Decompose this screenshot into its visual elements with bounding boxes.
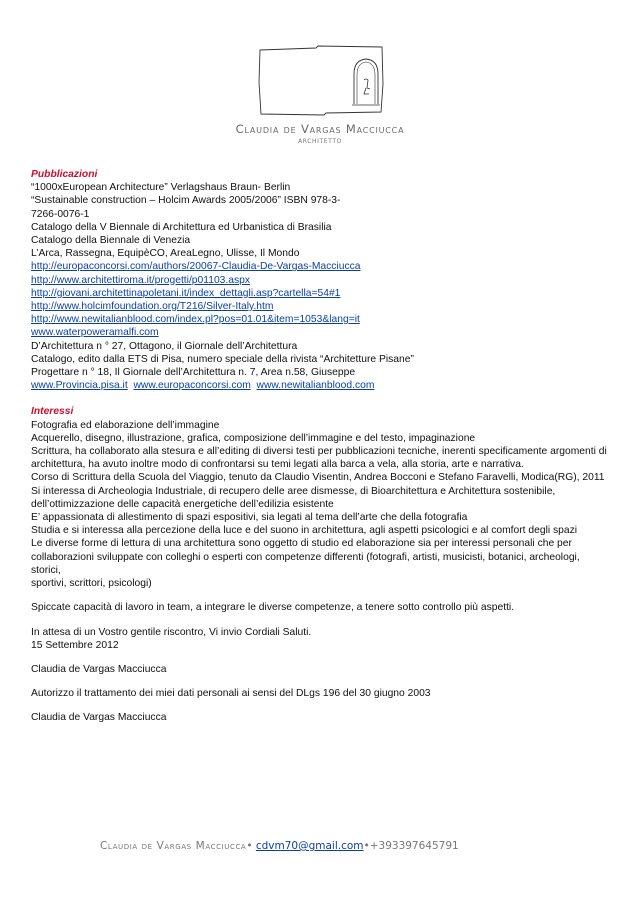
interest-line: sportivi, scrittori, psicologi) (31, 578, 152, 590)
link-architettiroma[interactable]: http://www.architettiroma.it/progetti/p01103.aspx (31, 274, 251, 286)
team-statement: Spiccate capacità di lavoro in team, a integrare le diverse competenze, a tenere sotto controllo più aspetti. (31, 602, 515, 614)
footer-email-link[interactable]: cdvm70@gmail.com (255, 840, 364, 852)
signature-name: Claudia de Vargas Macciucca (31, 663, 167, 675)
publication-line: Catalogo della Biennale di Venezia (31, 235, 191, 247)
interest-line: dell’ottimizzazione delle capacità energetiche dell’edilizia esistente (31, 498, 334, 510)
section-title-interessi: Interessi (31, 406, 74, 418)
publication-line: Catalogo, edito dalla ETS di Pisa, numero speciale della rivista “Architetture Pisane” (31, 353, 414, 365)
link-holcimfoundation[interactable]: http://www.holcimfoundation.org/T216/Silver-Italy.htm (31, 301, 274, 313)
publication-line: D’Architettura n ° 27, Ottagono, il Giornale dell’Architettura (31, 340, 298, 352)
publication-line: Catalogo della V Biennale di Architettura ed Urbanistica di Brasilia (31, 221, 332, 233)
section-title-pubblicazioni: Pubblicazioni (31, 169, 98, 180)
letterhead-name: Claudia de Vargas Macciucca (235, 122, 405, 136)
footer-separator: • (363, 840, 370, 852)
closing-greeting: In attesa di un Vostro gentile riscontro, Vi invio Cordiali Saluti. (31, 626, 312, 638)
publication-line: “Sustainable construction – Holcim Awards 2005/2006” ISBN 978-3- (31, 195, 341, 207)
publication-line: “1000xEuropean Architecture” Verlagshaus Braun- Berlin (31, 182, 291, 194)
interest-line: Si interessa di Archeologia Industriale, di recupero delle aree dismesse, di Bioarchitettura e Architettura sostenibile, (31, 485, 556, 497)
publication-line: 7266-0076-1 (31, 208, 90, 220)
letter-date: 15 Settembre 2012 (31, 639, 119, 651)
interest-line: Scrittura, ha collaborato alla stesura e all’editing di diversi testi per pubblicazioni tecniche, inerenti specificamente argomenti di (31, 446, 607, 458)
link-europaconcorsi-author[interactable]: http://europaconcorsi.com/authors/20067-Claudia-De-Vargas-Macciucca (31, 261, 361, 273)
architect-logo-sketch (256, 44, 386, 116)
link-newitalianblood[interactable]: www.newitalianblood.com (256, 380, 375, 392)
letter-body (31, 168, 611, 725)
footer-separator: • (246, 840, 256, 852)
interest-line: architettura, ha avuto inoltre modo di confrontarsi su temi legati alla barca a vela, alla storia, arte e narrativa. (31, 459, 524, 471)
interest-line: Studia e si interessa alla percezione della luce e del suono in architettura, agli aspetti psicologici e al comfort degli spazi (31, 525, 578, 537)
interest-line: Corso di Scrittura della Scuola del Viaggio, tenuto da Claudio Visentin, Andrea Bocconi e Stefano Faravelli, Modica(RG), 2011 (31, 472, 605, 484)
footer-name: Claudia de Vargas Macciucca (100, 840, 247, 852)
privacy-consent: Autorizzo il trattamento dei miei dati personali ai sensi del DLgs 196 del 30 giugno 2003 (31, 688, 431, 700)
link-europaconcorsi[interactable]: www.europaconcorsi.com (133, 380, 251, 392)
interest-line: collaborazioni sviluppate con colleghi o esperti con competenze differenti (fotografi, artisti, musicisti, botanici, archeologi, storici, (31, 551, 580, 576)
link-architettinapoletani[interactable]: http://giovani.architettinapoletani.it/index_dettagli.asp?cartella=54#1 (31, 287, 341, 299)
interest-line: Acquerello, disegno, illustrazione, grafica, composizione dell’immagine e del testo, impaginazione (31, 432, 476, 444)
link-provincia-pisa[interactable]: www.Provincia.pisa.it (31, 380, 128, 392)
letterhead-role: architetto (298, 136, 342, 145)
page-footer (100, 840, 570, 852)
interest-line: Fotografia ed elaborazione dell’immagine (31, 419, 220, 431)
interest-line: Le diverse forme di lettura di una architettura sono oggetto di studio ed elaborazione sia per interessi personali che per (31, 538, 572, 550)
signature-name: Claudia de Vargas Macciucca (31, 712, 167, 724)
footer-phone: +393397645791 (369, 840, 459, 852)
link-newitalianblood-index[interactable]: http://www.newitalianblood.com/index.pl?pos=01.01&item=1053&lang=it (31, 314, 360, 326)
publication-line: L’Arca, Rassegna, EquipèCO, AreaLegno, Ulisse, Il Mondo (31, 248, 300, 260)
publication-line: Progettare n ° 18, Il Giornale dell’Architettura n. 7, Area n.58, Giuseppe (31, 367, 356, 379)
interest-line: E’ appassionata di allestimento di spazi espositivi, sia legati al tema dell’arte che della fotografia (31, 512, 468, 524)
link-waterpoweramalfi[interactable]: www.waterpoweramalfi.com (31, 327, 159, 339)
